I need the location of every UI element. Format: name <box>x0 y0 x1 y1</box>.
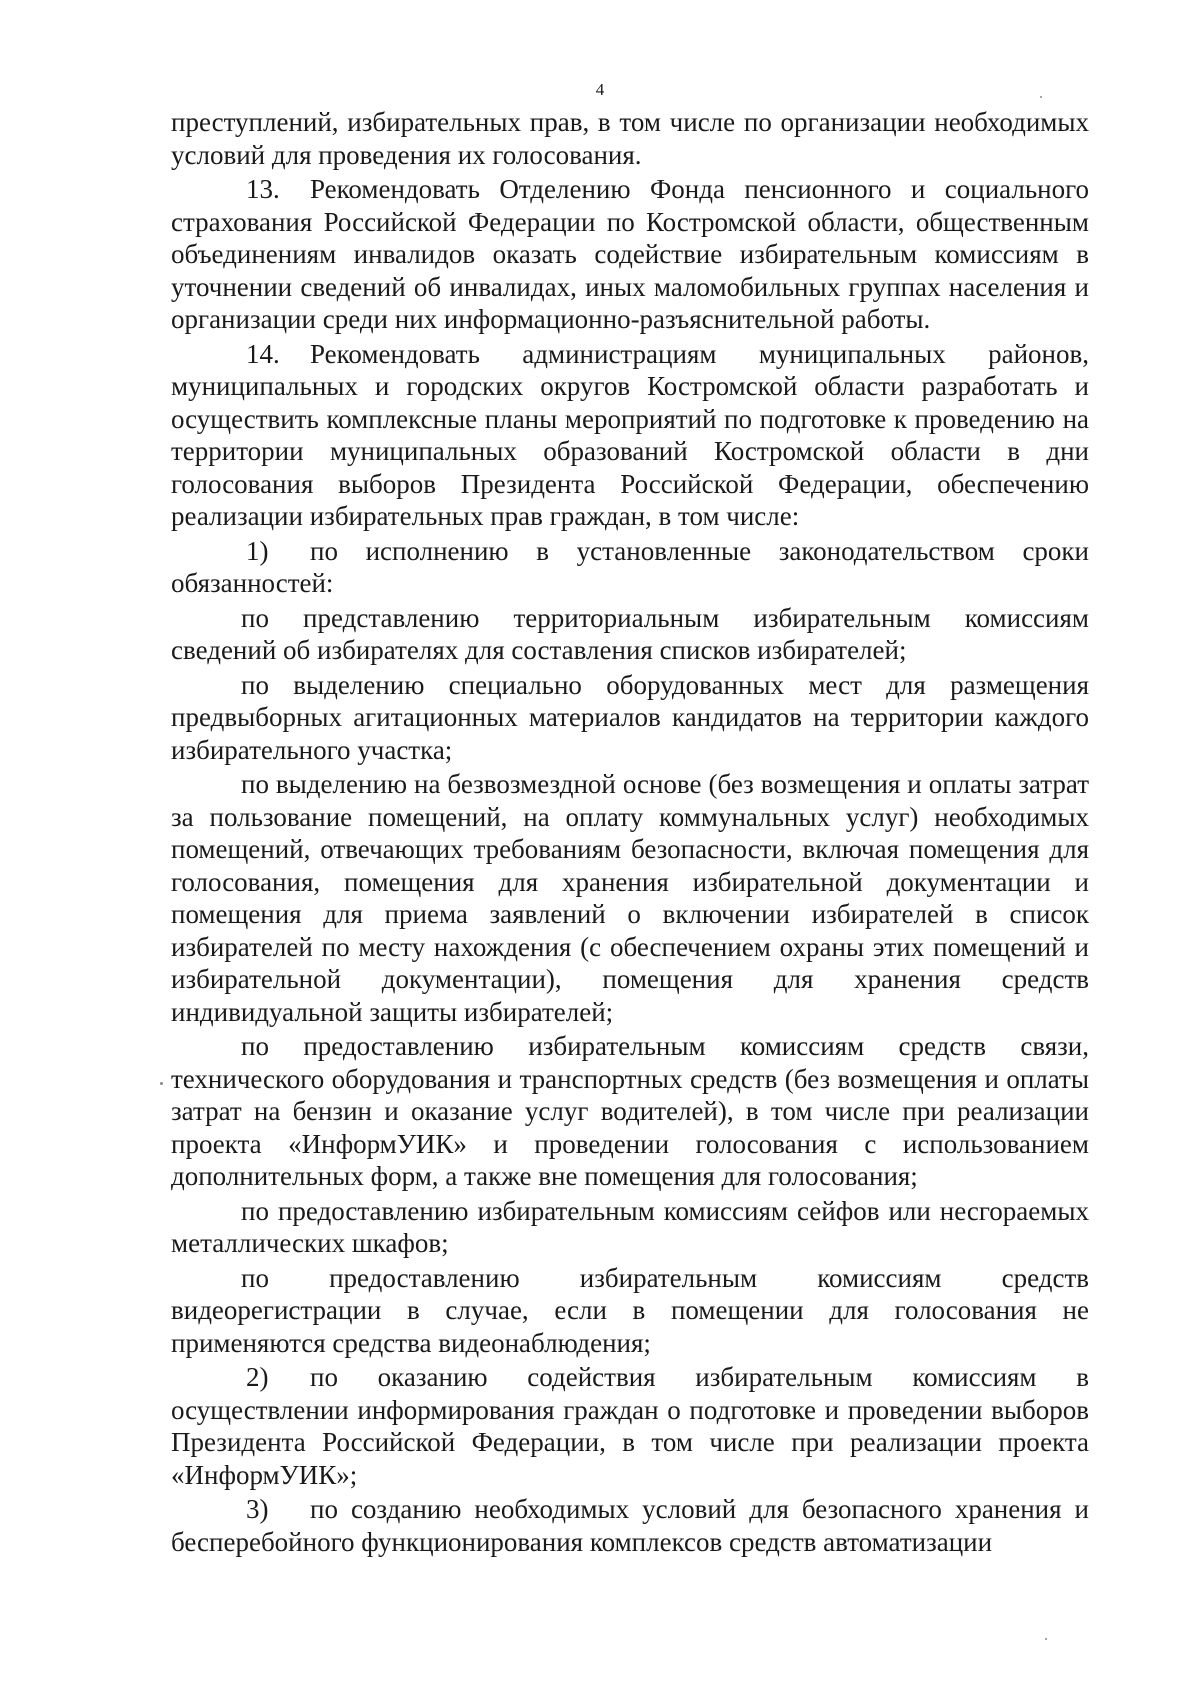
paragraph-indented: по представлению территориальным избирательным комиссиям сведений об избирателях для составления списков избирателей; <box>171 602 1089 665</box>
scan-speck <box>160 1082 163 1085</box>
item-text: по оказанию содействия избирательным комиссиям в осуществлении информирования граждан о подготовке и проведении выборов Президента Российской Федерации, в том числе при реализации проекта «ИнформУИК»; <box>171 1362 1089 1490</box>
item-number: 3) <box>246 1494 269 1524</box>
paragraph-indented: по предоставлению избирательным комиссиям средств связи, технического оборудования и транспортных средств (без возмещения и оплаты затрат на бензин и оказание услуг водителей), в том числе при реализации проекта «ИнформУИК» и проведении голосования с использованием дополнительных форм, а также вне помещения для голосования; <box>171 1031 1089 1191</box>
numbered-paragraph <box>171 1493 1089 1558</box>
item-text: Рекомендовать администрациям муниципальных районов, муниципальных и городских округов Костромской области разработать и осуществить комплексные планы мероприятий по подготовке к проведению на территории муниципальных образований Костромской области в дни голосования выборов Президента Российской Федерации, обеспечению реализации избирательных прав граждан, в том числе: <box>171 338 1089 531</box>
numbered-paragraph <box>171 1361 1089 1491</box>
item-number: 14. <box>246 338 280 369</box>
item-text: по исполнению в установленные законодательством сроки обязанностей: <box>171 535 1089 598</box>
paragraph: преступлений, избирательных прав, в том числе по организации необходимых условий для проведения их голосования. <box>171 107 1089 170</box>
item-text: по созданию необходимых условий для безопасного хранения и бесперебойного функционирования комплексов средств автоматизации <box>171 1494 1089 1557</box>
paragraph-indented: по выделению специально оборудованных мест для размещения предвыборных агитационных материалов кандидатов на территории каждого избирательного участка; <box>171 669 1089 765</box>
scan-speck <box>1040 96 1042 98</box>
item-number: 13. <box>246 174 280 204</box>
numbered-paragraph <box>171 535 1089 600</box>
numbered-paragraph <box>171 173 1089 336</box>
numbered-paragraph <box>171 338 1089 533</box>
scan-speck <box>1045 1638 1047 1640</box>
paragraph-indented: по выделению на безвозмездной основе (без возмещения и оплаты затрат за пользование помещений, на оплату коммунальных услуг) необходимых помещений, отвечающих требованиям безопасности, включая помещения для голосования, помещения для хранения избирательной документации и помещения для приема заявлений о включении избирателей в список избирателей по месту нахождения (с обеспечением охраны этих помещений и избирательной документации), помещения для хранения средств индивидуальной защиты избирателей; <box>171 769 1089 1027</box>
paragraph-indented: по предоставлению избирательным комиссиям сейфов или несгораемых металлических шкафов; <box>171 1195 1089 1258</box>
item-number: 2) <box>246 1362 269 1392</box>
item-text: Рекомендовать Отделению Фонда пенсионного и социального страхования Российской Федерации по Костромской области, общественным объединениям инвалидов оказать содействие избирательным комиссиям в уточнении сведений об инвалидах, иных маломобильных группах населения и организации среди них информационно-разъяснительной работы. <box>171 174 1089 334</box>
document-body <box>171 106 1089 1558</box>
paragraph-indented: по предоставлению избирательным комиссиям средств видеорегистрации в случае, если в помещении для голосования не применяются средства видеонаблюдения; <box>171 1262 1089 1358</box>
item-number: 1) <box>246 535 269 566</box>
page-number: 4 <box>595 80 605 99</box>
